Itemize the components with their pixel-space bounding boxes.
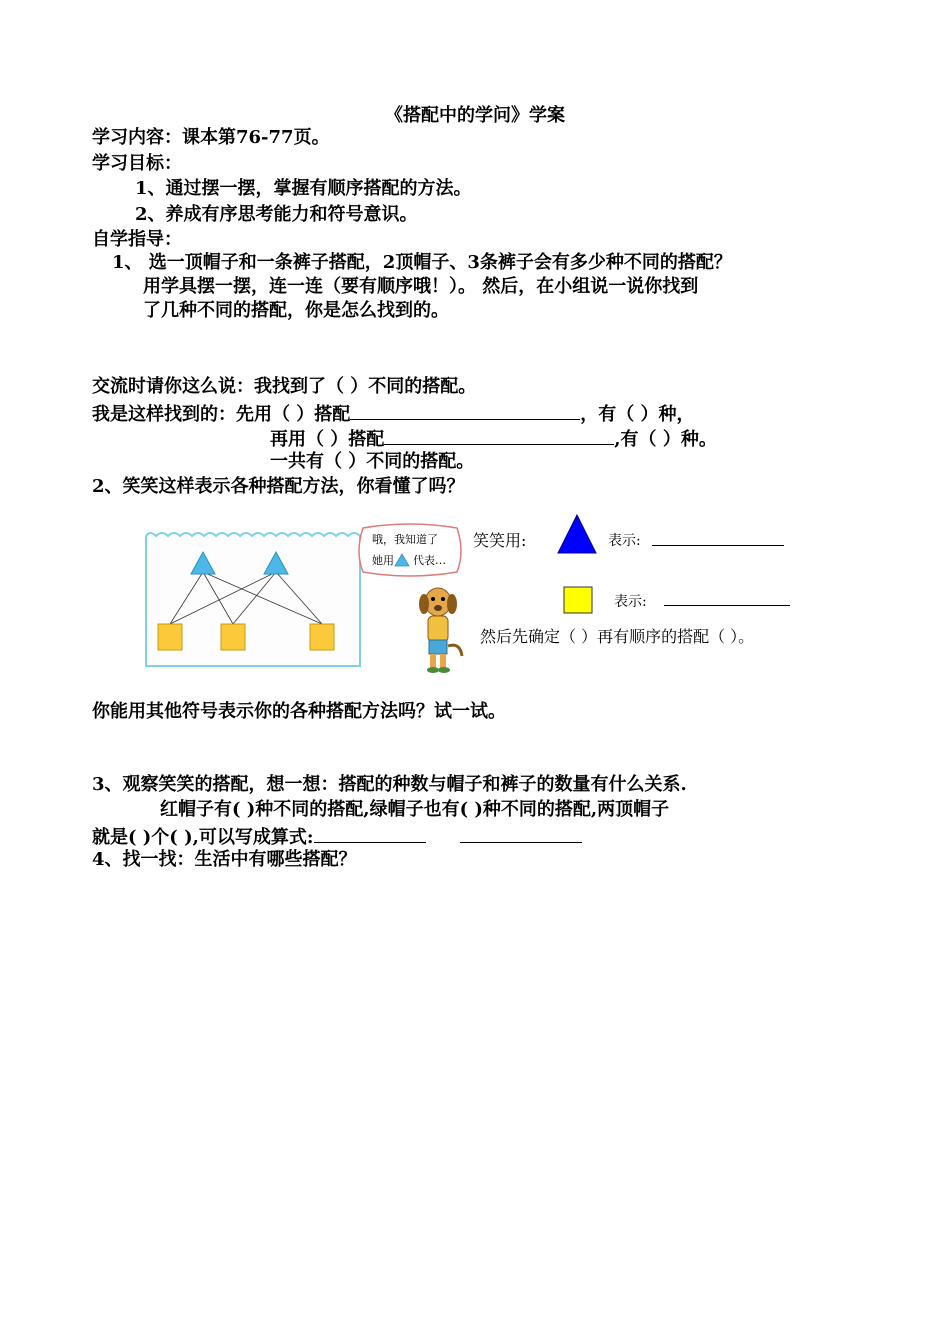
say-line-2 <box>92 401 695 426</box>
question-1-line-2: 用学具摆一摆，连一连（要有顺序哦！）。 然后，在小组说一说你找到 <box>143 276 699 297</box>
page-title: 《搭配中的学问》学案 <box>385 105 565 126</box>
question-3-line-3-text: 就是( )个( ),可以写成算式: <box>92 827 314 848</box>
xiaoxiao-uses-label: 笑笑用: <box>473 531 527 550</box>
say-line-1: 交流时请你这么说：我找到了（ ）不同的搭配。 <box>92 376 477 397</box>
pants-square <box>310 624 334 650</box>
means-label-1: 表示: <box>608 533 641 549</box>
question-2-try: 你能用其他符号表示你的各种搭配方法吗？试一试。 <box>92 701 506 722</box>
question-3-line-2: 红帽子有( )种不同的搭配,绿帽子也有( )种不同的搭配,两顶帽子 <box>160 799 670 820</box>
bubble-text-2a: 她用 <box>372 554 394 567</box>
bubble-text-2b: 代表… <box>413 554 446 567</box>
say-line-4: 一共有（ ）不同的搭配。 <box>270 451 475 472</box>
blue-triangle-icon <box>556 513 598 555</box>
goal-1: 1、通过摆一摆，掌握有顺序搭配的方法。 <box>135 178 472 199</box>
question-1-line-1: 1、 选一顶帽子和一条裤子搭配，2顶帽子、3条裤子会有多少种不同的搭配？ <box>112 252 732 273</box>
say-line-2-end: ，有（ ）种， <box>580 404 695 425</box>
question-3: 3、观察笑笑的搭配，想一想：搭配的种数与帽子和裤子的数量有什么关系. <box>92 774 687 795</box>
answer-blank[interactable] <box>350 401 580 420</box>
means-label-2: 表示: <box>614 594 647 610</box>
say-line-2-start: 我是这样找到的：先用（ ）搭配 <box>92 404 351 425</box>
matching-diagram <box>140 520 365 670</box>
question-2: 2、笑笑这样表示各种搭配方法，你看懂了吗？ <box>92 476 465 497</box>
say-line-3-start: 再用（ ）搭配 <box>270 429 385 450</box>
question-4: 4、找一找：生活中有哪些搭配？ <box>92 849 357 870</box>
yellow-square-icon <box>563 586 593 614</box>
goal-2: 2、养成有序思考能力和符号意识。 <box>135 204 418 225</box>
cartoon-dog-icon <box>412 582 467 674</box>
answer-blank[interactable] <box>664 605 790 606</box>
answer-blank[interactable] <box>384 426 614 445</box>
say-line-3-end: ,有（ ）种。 <box>614 429 717 450</box>
bubble-text-1: 哦，我知道了 <box>372 533 438 546</box>
guide-label: 自学指导： <box>92 229 182 250</box>
pants-square <box>221 624 245 650</box>
study-content: 学习内容：课本第76-77页。 <box>92 127 330 148</box>
then-text: 然后先确定（ ）再有顺序的搭配（ ）。 <box>480 627 755 646</box>
question-3-line-3 <box>92 824 582 849</box>
goals-label: 学习目标： <box>92 153 182 174</box>
pants-square <box>158 624 182 650</box>
answer-blank[interactable] <box>314 824 426 843</box>
answer-blank[interactable] <box>460 824 582 843</box>
answer-blank[interactable] <box>652 545 784 546</box>
say-line-3 <box>270 426 717 451</box>
question-1-line-3: 了几种不同的搭配，你是怎么找到的。 <box>143 300 449 321</box>
